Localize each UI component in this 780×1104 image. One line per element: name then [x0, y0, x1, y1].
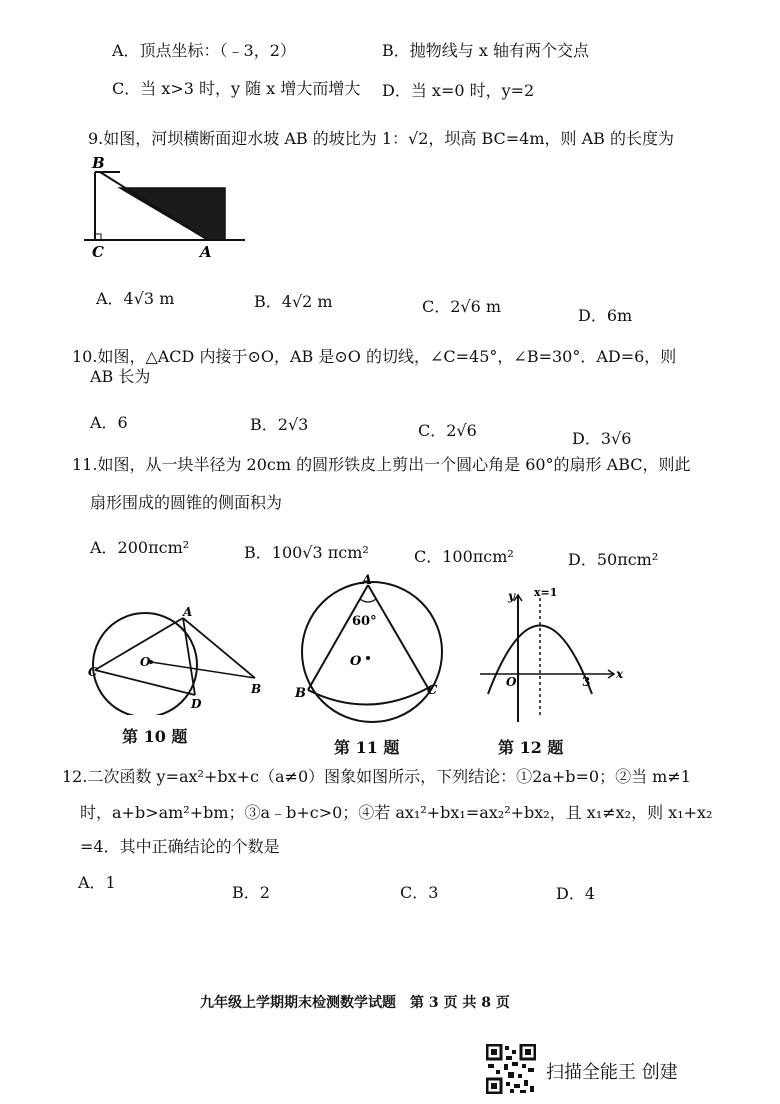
fig11-circle-sector	[290, 570, 455, 732]
q9-option-c: C．2√6 m	[422, 297, 502, 316]
fig11-label-a: A	[362, 573, 373, 588]
q10-option-b: B．2√3	[250, 415, 309, 434]
q9-label-a: A	[200, 243, 212, 261]
q11-option-c: C．100πcm²	[414, 547, 514, 566]
scanner-watermark: 扫描全能王 创建	[546, 1062, 678, 1083]
fig10-caption: 第 10 题	[122, 727, 188, 746]
fig11-label-o: O	[350, 654, 362, 669]
fig12-label-y: y	[508, 589, 515, 603]
q12-option-a: A．1	[78, 873, 116, 892]
q12-option-d: D．4	[556, 884, 596, 903]
fig12-label-axis: x=1	[534, 586, 558, 599]
fig12-label-origin: O	[506, 675, 517, 689]
q9-stem: 9.如图，河坝横断面迎水坡 AB 的坡比为 1：√2，坝高 BC=4m，则 AB 的长度为	[88, 129, 675, 148]
q9-option-b: B．4√2 m	[254, 292, 333, 311]
fig10-label-d: D	[191, 697, 202, 711]
q12-stem-line3: =4．其中正确结论的个数是	[80, 837, 280, 856]
fig11-label-b: B	[295, 686, 306, 701]
fig10-label-o: O	[140, 655, 151, 669]
page-footer: 九年级上学期期末检测数学试题 第 3 页 共 8 页	[200, 995, 510, 1011]
fig10-label-c: C	[88, 665, 98, 679]
fig11-caption: 第 11 题	[334, 738, 400, 757]
fig10-label-b: B	[251, 682, 262, 696]
q12-stem-line2: 时，a+b>am²+bm；③a﹣b+c>0；④若 ax₁²+bx₁=ax₂²+bx₂，且 x₁≠x₂，则 x₁+x₂	[80, 803, 713, 822]
qr-code-icon	[486, 1044, 536, 1094]
q12-stem-line1: 12.二次函数 y=ax²+bx+c（a≠0）图象如图所示，下列结论：①2a+b=0；②当 m≠1	[62, 767, 691, 786]
fig11-label-angle: 60°	[352, 614, 377, 629]
q11-stem-line2: 扇形围成的圆锥的侧面积为	[90, 493, 283, 512]
q10-option-a: A．6	[90, 413, 128, 432]
q8-option-d: D．当 x=0 时，y=2	[382, 81, 535, 100]
q10-option-c: C．2√6	[418, 421, 477, 440]
fig12-label-root: 3	[582, 675, 591, 689]
fig11-label-c: C	[427, 683, 438, 698]
q8-option-b: B．抛物线与 x 轴有两个交点	[382, 41, 589, 60]
q11-option-d: D．50πcm²	[568, 550, 659, 569]
q11-stem-line1: 11.如图，从一块半径为 20cm 的圆形铁皮上剪出一个圆心角是 60°的扇形 ABC，则此	[72, 455, 691, 474]
fig12-label-x: x	[616, 667, 624, 681]
q10-stem-line1: 10.如图，△ACD 内接于⊙O，AB 是⊙O 的切线，∠C=45°，∠B=30°．AD=6，则	[72, 347, 677, 366]
fig12-caption: 第 12 题	[498, 738, 564, 757]
q10-stem-line2: AB 长为	[90, 367, 151, 386]
q10-option-d: D．3√6	[572, 429, 632, 448]
q11-option-b: B．100√3 πcm²	[244, 543, 369, 562]
q9-label-c: C	[92, 243, 104, 261]
q12-option-b: B．2	[232, 883, 270, 902]
fig10-circle-tangent	[85, 600, 270, 715]
q9-option-a: A．4√3 m	[96, 289, 175, 308]
q12-option-c: C．3	[400, 883, 439, 902]
q8-option-c: C．当 x>3 时，y 随 x 增大而增大	[112, 79, 361, 98]
q9-option-d: D．6m	[578, 306, 633, 325]
fig12-parabola	[478, 582, 628, 722]
q11-option-a: A．200πcm²	[90, 538, 190, 557]
q8-option-a: A．顶点坐标：（﹣3，2）	[112, 41, 296, 60]
q9-label-b: B	[92, 154, 105, 172]
q9-dam-figure	[80, 150, 250, 265]
fig10-label-a: A	[183, 605, 193, 619]
